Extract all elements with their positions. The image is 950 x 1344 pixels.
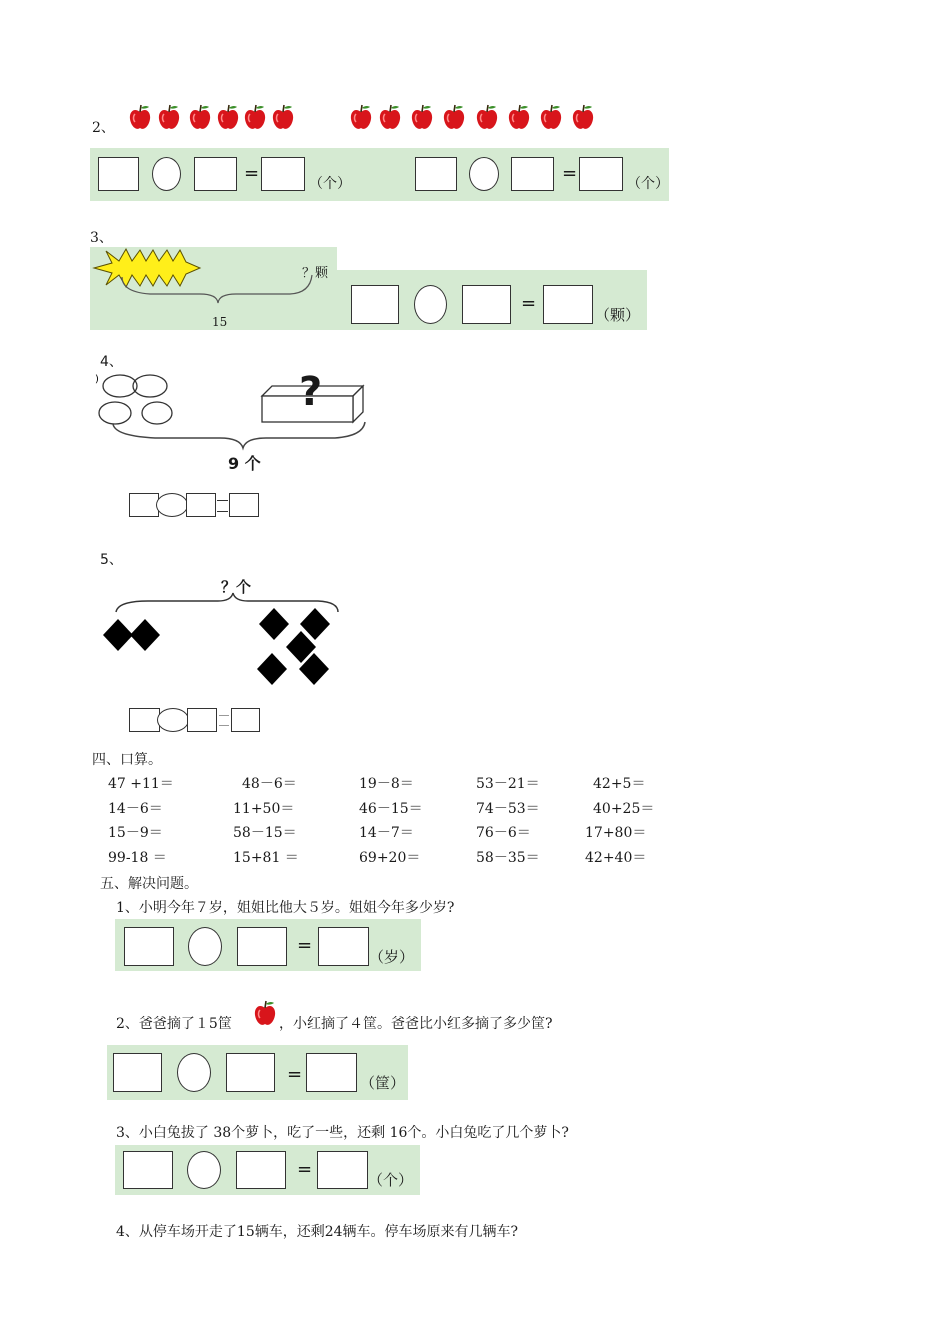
q2-box-1[interactable] bbox=[98, 157, 139, 191]
q4-total-label: 9 个 bbox=[228, 454, 261, 473]
calc-item: 17+80＝ bbox=[585, 825, 647, 841]
q4-equals-icon bbox=[217, 500, 228, 512]
p1-operator-oval[interactable] bbox=[188, 927, 222, 966]
oval-shape-icon bbox=[133, 375, 167, 397]
p2-answer-box[interactable] bbox=[306, 1053, 357, 1092]
p1-box-2[interactable] bbox=[237, 927, 287, 966]
q5-operator-oval[interactable] bbox=[157, 708, 189, 732]
section-4-title: 四、口算。 bbox=[92, 752, 162, 768]
q5-box-1[interactable] bbox=[129, 708, 160, 732]
question-5-label: 5、 bbox=[100, 552, 123, 568]
p3-unit: （个） bbox=[368, 1171, 414, 1189]
q3-box-1[interactable] bbox=[351, 285, 399, 324]
calc-item: 46－15＝ bbox=[359, 801, 423, 817]
oval-shape-icon bbox=[103, 375, 137, 397]
calc-item: 15+81 ＝ bbox=[233, 850, 299, 866]
diamond-icon bbox=[103, 619, 133, 651]
q2-operator-oval[interactable] bbox=[152, 157, 181, 191]
diamond-icon bbox=[130, 619, 160, 651]
apple-icon bbox=[253, 999, 277, 1027]
q5-figure bbox=[98, 592, 348, 692]
star-spikes-icon bbox=[94, 249, 200, 287]
p3-answer-box[interactable] bbox=[317, 1151, 368, 1189]
q2-box-4[interactable] bbox=[511, 157, 554, 191]
q2-unit-left: （个） bbox=[309, 176, 351, 192]
q5-brace bbox=[116, 593, 338, 612]
question-4-label: 4、 bbox=[100, 354, 123, 370]
calc-item: 11+50＝ bbox=[233, 801, 295, 817]
oval-shape-icon bbox=[99, 402, 131, 424]
p1-unit: （岁） bbox=[369, 948, 415, 966]
q3-answer-box[interactable] bbox=[543, 285, 593, 324]
section-5-title: 五、解决问题。 bbox=[100, 876, 198, 892]
apples-right-icon bbox=[349, 103, 599, 131]
q4-question-mark: ? bbox=[299, 369, 323, 415]
q3-box-2[interactable] bbox=[462, 285, 511, 324]
calc-item: 69+20＝ bbox=[359, 850, 421, 866]
q5-box-2[interactable] bbox=[187, 708, 217, 732]
p2-box-2[interactable] bbox=[226, 1053, 275, 1092]
problem-3-text: 3、小白兔拔了 38个萝卜，吃了一些，还剩 16个。小白兔吃了几个萝卜? bbox=[116, 1125, 569, 1141]
calc-item: 15－9＝ bbox=[108, 825, 163, 841]
problem-1-text: 1、小明今年７岁，姐姐比他大５岁。姐姐今年多少岁? bbox=[116, 900, 455, 916]
problem-2-text-a: 2、爸爸摘了１5筐 bbox=[116, 1016, 232, 1032]
q5-question-label: ？个 bbox=[221, 578, 252, 596]
apple-group-right bbox=[349, 103, 599, 131]
q4-box-2[interactable] bbox=[186, 493, 216, 517]
q4-box-1[interactable] bbox=[129, 493, 159, 517]
q2-operator-oval-2[interactable] bbox=[469, 157, 499, 191]
p1-answer-box[interactable] bbox=[318, 927, 369, 966]
calc-item: 19－8＝ bbox=[359, 776, 414, 792]
calc-item: 14－6＝ bbox=[108, 801, 163, 817]
question-3-label: 3、 bbox=[90, 230, 113, 246]
oval-shape-icon bbox=[142, 402, 172, 424]
q2-box-2[interactable] bbox=[194, 157, 237, 191]
q3-equals: = bbox=[521, 293, 537, 314]
p1-box-1[interactable] bbox=[124, 927, 174, 966]
q4-operator-oval[interactable] bbox=[156, 493, 188, 517]
calc-item: 14－7＝ bbox=[359, 825, 414, 841]
q5-equals-icon bbox=[219, 715, 229, 726]
calc-item: 53－21＝ bbox=[476, 776, 540, 792]
calc-item: 40+25＝ bbox=[593, 801, 655, 817]
calc-item: 47 +11＝ bbox=[108, 776, 174, 792]
diamond-icon bbox=[257, 653, 287, 685]
q3-question-label: ？颗 bbox=[302, 266, 329, 281]
calc-item: 42+5＝ bbox=[593, 776, 646, 792]
p1-equals: = bbox=[297, 935, 313, 956]
p2-equals: = bbox=[287, 1064, 303, 1085]
calc-item: 48－6＝ bbox=[242, 776, 297, 792]
p2-operator-oval[interactable] bbox=[177, 1053, 211, 1092]
diamond-icon bbox=[259, 608, 289, 640]
q3-operator-oval[interactable] bbox=[414, 285, 447, 324]
p3-box-1[interactable] bbox=[123, 1151, 173, 1189]
q2-equals-2: = bbox=[562, 163, 578, 184]
calc-item: 58－15＝ bbox=[233, 825, 297, 841]
p2-box-1[interactable] bbox=[113, 1053, 162, 1092]
svg-text:): ) bbox=[95, 374, 99, 385]
calc-item: 58－35＝ bbox=[476, 850, 540, 866]
apples-left-icon bbox=[128, 103, 298, 131]
calc-item: 76－6＝ bbox=[476, 825, 531, 841]
p3-equals: = bbox=[297, 1159, 313, 1180]
problem-2-text-b: ，小红摘了４筐。爸爸比小红多摘了多少筐? bbox=[279, 1016, 553, 1032]
q5-answer-box[interactable] bbox=[231, 708, 260, 732]
q2-answer-box[interactable] bbox=[261, 157, 305, 191]
q3-total-label: 15 bbox=[212, 315, 228, 329]
q2-box-3[interactable] bbox=[415, 157, 457, 191]
calc-item: 42+40＝ bbox=[585, 850, 647, 866]
q2-answer-box-2[interactable] bbox=[579, 157, 623, 191]
p3-box-2[interactable] bbox=[236, 1151, 286, 1189]
p3-operator-oval[interactable] bbox=[187, 1151, 221, 1189]
p2-unit: （筐） bbox=[360, 1074, 406, 1092]
calc-item: 99-18 ＝ bbox=[108, 850, 167, 866]
q4-brace bbox=[113, 422, 365, 448]
q3-unit: （颗） bbox=[595, 306, 641, 324]
apple-group-left bbox=[128, 103, 298, 131]
q2-unit-right: （个） bbox=[627, 176, 669, 192]
calc-item: 74－53＝ bbox=[476, 801, 540, 817]
problem-4-text: 4、从停车场开走了15辆车，还剩24辆车。停车场原来有几辆车? bbox=[116, 1224, 519, 1240]
q4-answer-box[interactable] bbox=[229, 493, 259, 517]
q2-equals: = bbox=[244, 163, 260, 184]
question-2-label: 2、 bbox=[92, 120, 115, 136]
